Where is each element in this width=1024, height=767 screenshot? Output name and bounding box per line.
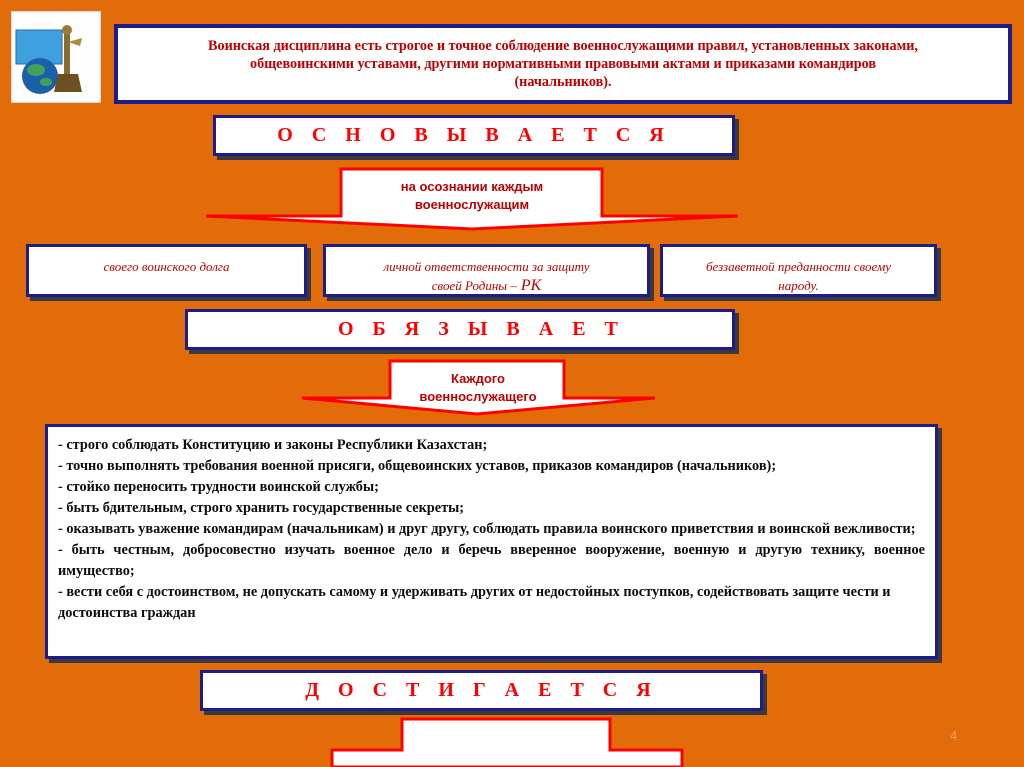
banner-achieved	[200, 670, 763, 711]
definition-line-3: (начальников).	[514, 74, 612, 90]
arrow-obliges-label-line-2: военнослужащего	[419, 389, 537, 404]
banner-obliges-title: О Б Я З Ы В А Е Т	[338, 318, 625, 340]
emblem-logo	[11, 11, 101, 103]
card-responsibility	[323, 244, 650, 297]
definition-box	[114, 24, 1012, 104]
list-item: - стойко переносить трудности воинской службы;	[58, 479, 379, 495]
banner-based-title: О С Н О В Ы В А Е Т С Я	[277, 124, 671, 146]
banner-based	[213, 115, 735, 156]
card-duty	[26, 244, 307, 297]
card-devotion-line-2: народу.	[778, 278, 819, 293]
arrow-obliges-label	[392, 370, 564, 406]
banner-achieved-title: Д О С Т И Г А Е Т С Я	[305, 679, 658, 701]
card-responsibility-line-1: личной ответственности за защиту	[383, 259, 590, 274]
list-item: - точно выполнять требования военной присяги, общевоинских уставов, приказов командиров (начальников);	[58, 458, 777, 474]
down-arrow-icon	[330, 716, 690, 767]
list-item: - быть честным, добросовестно изучать военное дело и беречь вверенное вооружение, военную и другую технику, военное имущество;	[58, 542, 925, 579]
definition-line-1: Воинская дисциплина есть строгое и точное соблюдение военнослужащими правил, установленных законами,	[208, 38, 918, 54]
card-duty-text: своего воинского долга	[103, 259, 230, 274]
page-number: 4	[950, 728, 958, 743]
card-devotion-line-1: беззаветной преданности своему	[705, 259, 892, 274]
list-item: - быть бдительным, строго хранить государственные секреты;	[58, 500, 465, 516]
arrow-based-label	[344, 178, 600, 214]
list-item: - оказывать уважение командирам (начальникам) и друг другу, соблюдать правила воинского приветствия и воинской вежливости;	[58, 521, 916, 537]
list-item: - вести себя с достоинством, не допускать самому и удерживать других от недостойных поступков, содействовать защите чести и достоинства граждан	[58, 584, 891, 621]
list-item: - строго соблюдать Конституцию и законы Республики Казахстан;	[58, 437, 488, 453]
card-responsibility-rk: РК	[516, 277, 542, 294]
card-devotion	[660, 244, 937, 297]
duties-list	[45, 424, 938, 659]
arrow-based-label-line-1: на осознании каждым	[400, 179, 544, 194]
banner-obliges	[185, 309, 735, 350]
definition-line-2: общевоинскими уставами, другими нормативными правовыми актами и приказами командиров	[250, 56, 876, 72]
arrow-obliges-label-line-1: Каждого	[451, 371, 505, 386]
globe-statue-icon	[12, 12, 100, 102]
arrow-based-label-line-2: военнослужащим	[414, 197, 530, 212]
card-responsibility-line-2: своей Родины –	[431, 278, 517, 293]
